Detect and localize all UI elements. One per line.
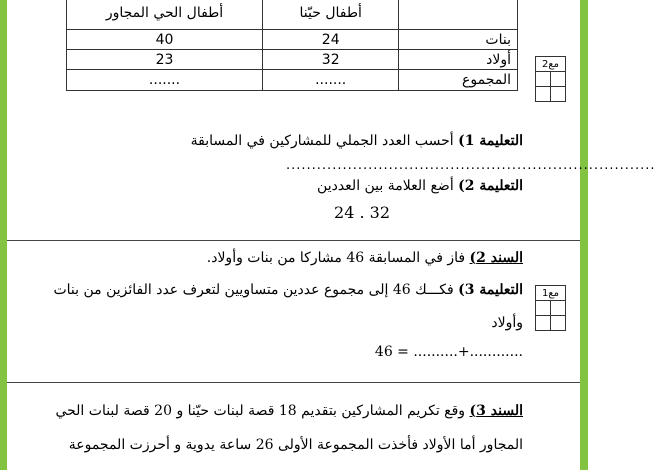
task3-equation: 46 = ..........+............ <box>374 344 523 360</box>
support3-line2: المجاور أما الأولاد فأخذت المجموعة الأولى 26 ساعة يدوية و أحرزت المجموعة <box>68 437 523 453</box>
support2-text: فاز في المسابقة 46 مشاركا من بنات وأولاد. <box>206 250 470 266</box>
cell-our-girls: 24 <box>263 30 399 50</box>
score-box-c1-label: مع1 <box>536 286 566 301</box>
task1-text: أحسب العدد الجملي للمشاركين في المسابقة <box>190 133 459 149</box>
task3-line <box>53 282 523 298</box>
task3-title: التعليمة 3) <box>458 282 523 298</box>
score-cell <box>536 72 551 87</box>
score-cell <box>551 87 566 102</box>
cell-our-boys: 32 <box>263 50 399 70</box>
support2-line <box>207 250 523 266</box>
row-label-boys: أولاد <box>399 50 518 70</box>
section-divider <box>7 240 580 241</box>
cell-neighbor-total: ....... <box>67 70 263 91</box>
task2-numbers: 24 . 32 <box>334 203 390 222</box>
task1-line <box>191 133 523 149</box>
left-border <box>0 0 7 470</box>
score-cell <box>536 301 551 316</box>
participants-table <box>66 0 518 91</box>
task2-title: التعليمة 2) <box>458 178 523 194</box>
task1-title: التعليمة 1) <box>458 133 523 149</box>
row-label-total: المجموع <box>399 70 518 91</box>
score-box-c1 <box>535 285 566 331</box>
section-divider <box>7 382 580 383</box>
header-our-kids: أطفال حيّنا <box>263 0 399 30</box>
header-neighborhood-kids: أطفال الحي المجاور <box>67 0 263 30</box>
score-cell <box>536 316 551 331</box>
task2-text: أضع العلامة بين العددين <box>317 178 459 194</box>
score-box-c2 <box>535 56 566 102</box>
task3-line2: وأولاد <box>491 315 523 331</box>
support2-title: السند 2) <box>469 250 523 266</box>
cell-neighbor-boys: 23 <box>67 50 263 70</box>
score-cell <box>551 72 566 87</box>
row-label-girls: بنات <box>399 30 518 50</box>
score-box-c2-label: مع2 <box>536 57 566 72</box>
task3-text: فكـــك 46 إلى مجموع عددين متساويين لتعرف عدد الفائزين من بنات <box>53 282 459 298</box>
score-cell <box>551 301 566 316</box>
right-border <box>580 0 588 470</box>
task1-answer-dots: ........................................................................ <box>286 158 656 173</box>
task2-line <box>317 178 523 194</box>
cell-our-total: ....... <box>263 70 399 91</box>
support3-title: السند 3) <box>469 403 523 419</box>
header-empty-cell <box>399 0 518 30</box>
cell-neighbor-girls: 40 <box>67 30 263 50</box>
support3-line <box>55 403 523 419</box>
support3-text: وقع تكريم المشاركين بتقديم 18 قصة لبنات حيّنا و 20 قصة لبنات الحي <box>55 403 470 419</box>
score-cell <box>536 87 551 102</box>
score-cell <box>551 316 566 331</box>
